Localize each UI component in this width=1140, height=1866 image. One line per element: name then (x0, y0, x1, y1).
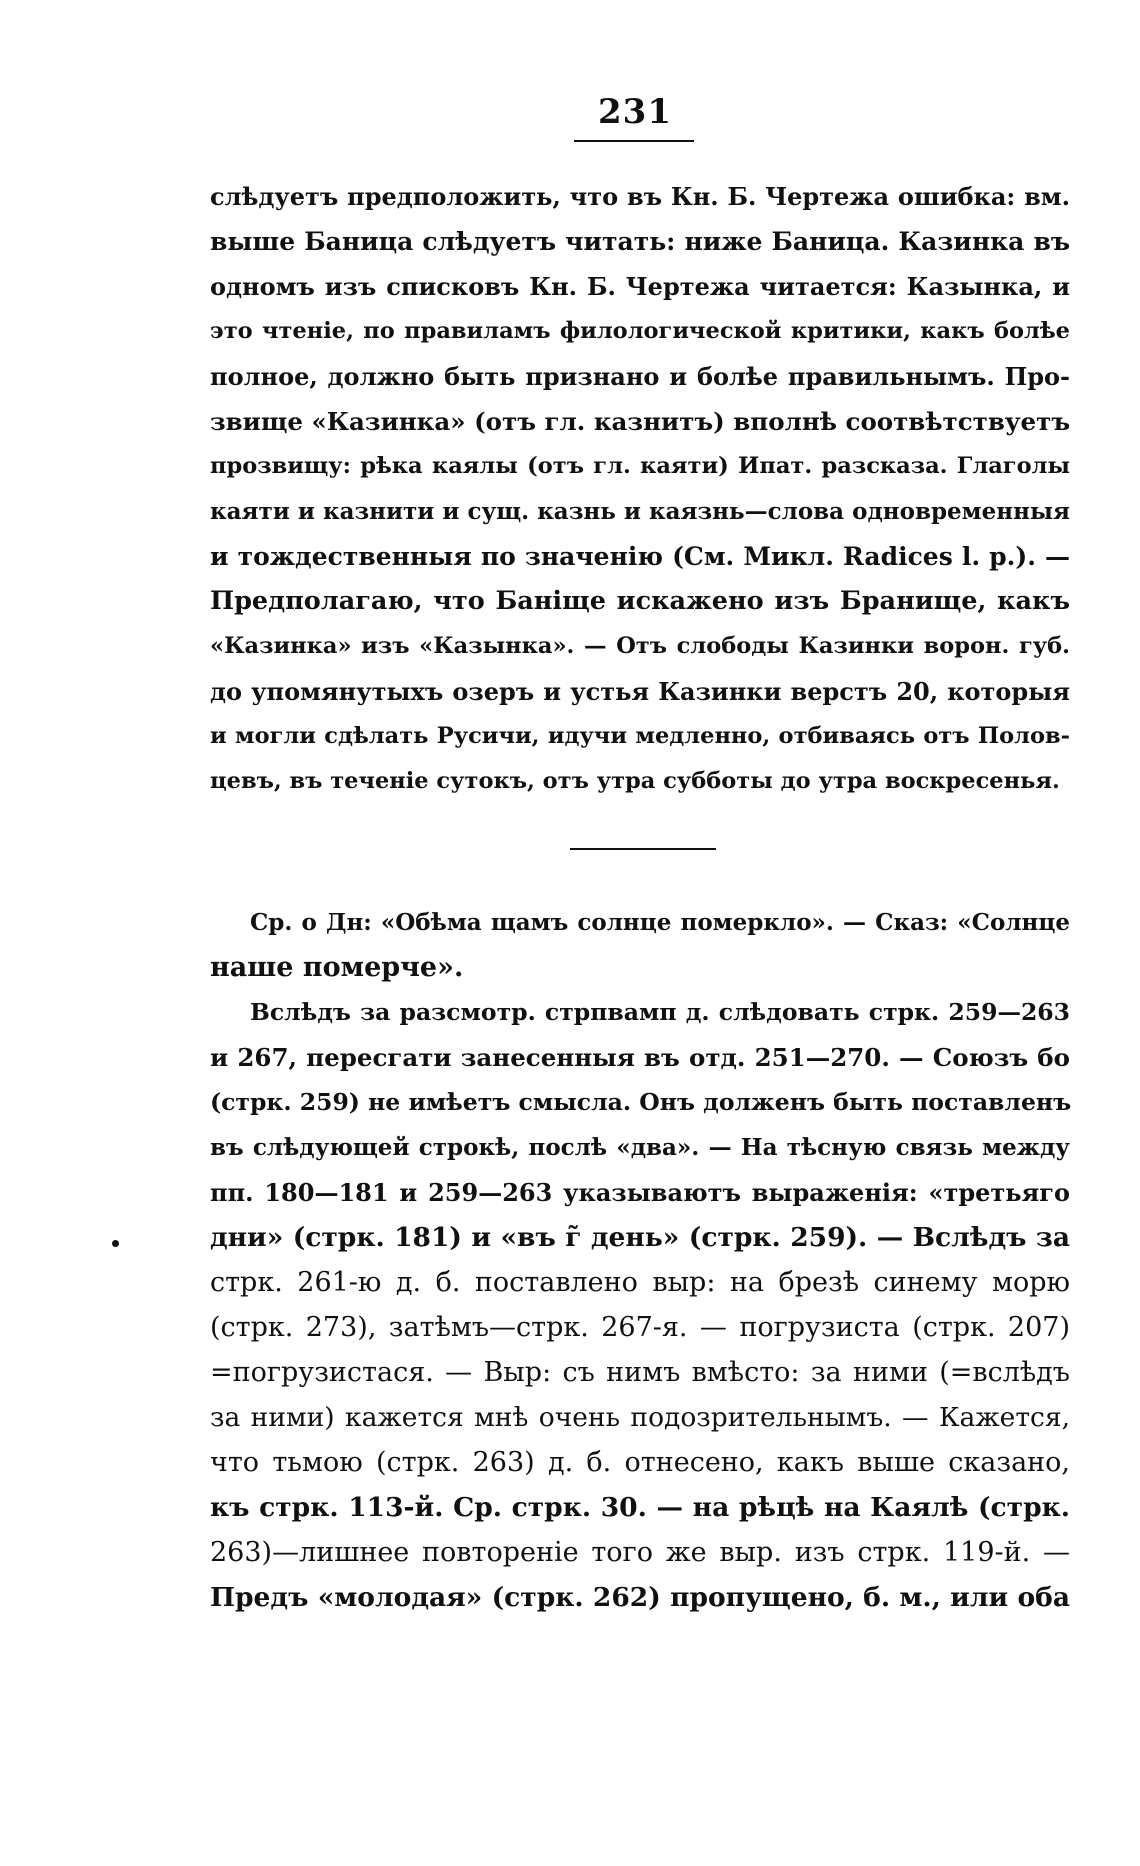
paragraph-one (210, 174, 1070, 804)
text-line: наше померче». (210, 952, 464, 983)
text-line: это чтеніе, по правиламъ филологической критики, какъ болѣе (210, 318, 1070, 344)
text-line: слѣдуетъ предположить, что въ Кн. Б. Чертежа ошибка: вм. (210, 182, 1070, 211)
text-line: и могли сдѣлать Русичи, идучи медленно, отбиваясь отъ Полов- (210, 723, 1070, 749)
text-line: 263)—лишнее повтореніе того же выр. изъ стрк. 119-й. — (210, 1537, 1070, 1568)
paragraph-two (210, 900, 1070, 1620)
text-line: прозвищу: рѣка каялы (отъ гл. каяти) Ипат. разсказа. Глаголы (210, 453, 1070, 479)
text-line: пп. 180—181 и 259—263 указываютъ выраженія: «третьяго (210, 1178, 1070, 1207)
text-line: (стрк. 273), затѣмъ—стрк. 267-я. — погрузиста (стрк. 207) (210, 1312, 1070, 1343)
text-line: дни» (стрк. 181) и «въ г̃ день» (стрк. 259). — Вслѣдъ за (210, 1222, 1070, 1253)
text-line: до упомянутыхъ озеръ и устья Казинки верстъ 20, которыя (210, 677, 1070, 706)
page-number-rule (574, 140, 694, 142)
text-line: «Казинка» изъ «Казынка». — Отъ слободы Казинки ворон. губ. (210, 633, 1070, 659)
section-separator (570, 848, 716, 850)
text-line: и тождественныя по значенію (См. Микл. Radices l. p.). — (210, 542, 1070, 571)
margin-dot (112, 1240, 119, 1247)
text-line: звище «Казинка» (отъ гл. казнитъ) вполнѣ соотвѣтствуетъ (210, 407, 1071, 436)
text-line: Предполагаю, что Баніще искажено изъ Бранище, какъ (210, 586, 1070, 616)
text-line: и 267, пересгати занесенныя въ отд. 251—270. — Союзъ бо (210, 1043, 1070, 1072)
text-line: выше Баница слѣдуетъ читать: ниже Баница. Казинка въ (210, 227, 1070, 256)
text-line: Предъ «молодая» (стрк. 262) пропущено, б. м., или оба (210, 1582, 1070, 1613)
text-line: полное, должно быть признано и болѣе правильнымъ. Про- (210, 362, 1070, 391)
text-line: стрк. 261-ю д. б. поставлено выр: на брезѣ синему морю (210, 1267, 1070, 1298)
text-line: за ними) кажется мнѣ очень подозрительнымъ. — Кажется, (210, 1402, 1070, 1433)
text-line: =погрузистася. — Выр: съ нимъ вмѣсто: за ними (=вслѣдъ (210, 1357, 1070, 1388)
text-line: что тьмою (стрк. 263) д. б. отнесено, какъ выше сказано, (210, 1447, 1070, 1478)
text-line: къ стрк. 113-й. Ср. стрк. 30. — на рѣцѣ на Каялѣ (стрк. (210, 1492, 1070, 1523)
page-number: 231 (598, 92, 672, 132)
text-line: (стрк. 259) не имѣетъ смысла. Онъ долженъ быть поставленъ (210, 1088, 1072, 1116)
text-line: каяти и казнити и сущ. казнь и каязнь—слова одновременныя (210, 498, 1070, 525)
text-line: цевъ, въ теченіе сутокъ, отъ утра субботы до утра воскресенья. (210, 768, 1060, 794)
text-line: Вслѣдъ за разсмотр. стрпвамп д. слѣдовать стрк. 259—263 (250, 998, 1070, 1026)
text-line: Ср. о Дн: «Обѣма щамъ солнце померкло». — Сказ: «Солнце (250, 909, 1070, 936)
text-line: одномъ изъ списковъ Кн. Б. Чертежа читается: Казынка, и (210, 272, 1070, 301)
text-line: въ слѣдующей строкѣ, послѣ «два». — На тѣсную связь между (210, 1134, 1070, 1161)
